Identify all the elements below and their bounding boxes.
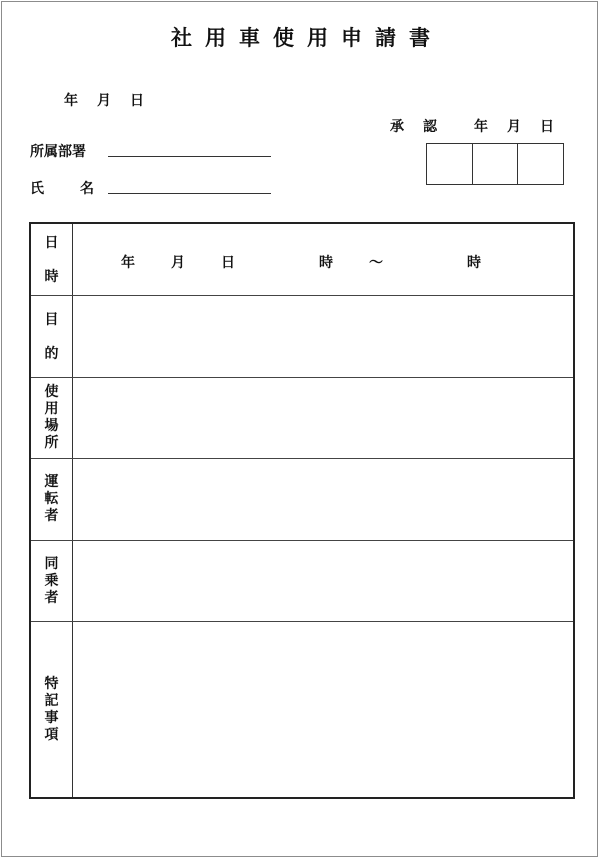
application-table [29, 222, 575, 799]
name-label-char-1: 氏 [30, 181, 44, 197]
approval-stamp-boxes [426, 143, 564, 185]
table-row-location [31, 378, 573, 459]
table-row-remarks [31, 622, 573, 797]
datetime-month-char: 月 [171, 255, 185, 271]
row-header-char: 項 [44, 726, 59, 743]
row-header-char: 用 [44, 401, 59, 417]
date-month-char: 月 [97, 93, 111, 109]
row-header-location [31, 378, 73, 458]
datetime-input[interactable] [73, 224, 573, 295]
approval-stamp-box[interactable] [473, 144, 519, 184]
row-header-char: 者 [44, 589, 59, 606]
remarks-input[interactable] [73, 622, 573, 797]
date-year-char: 年 [64, 93, 78, 109]
row-header-char: 乗 [44, 572, 59, 589]
passengers-input[interactable] [73, 541, 573, 621]
row-header-char: 特 [44, 675, 59, 692]
row-header-char: 日 [44, 234, 59, 251]
row-header-char: 的 [44, 345, 59, 362]
table-row-purpose [31, 296, 573, 378]
row-header-remarks [31, 622, 73, 797]
location-input[interactable] [73, 378, 573, 458]
approval-label-char-2: 認 [423, 119, 437, 135]
row-header-purpose [31, 296, 73, 377]
approval-year-char: 年 [474, 119, 488, 135]
row-header-char: 所 [44, 435, 59, 451]
row-header-driver [31, 459, 73, 540]
application-form [1, 1, 598, 857]
row-header-char: 運 [44, 474, 59, 490]
approval-day-char: 日 [540, 119, 554, 135]
datetime-day-char: 日 [221, 255, 235, 271]
row-header-char: 記 [44, 692, 59, 709]
approval-label-char-1: 承 [390, 119, 404, 135]
row-header-char: 同 [44, 555, 59, 572]
row-header-char: 時 [44, 268, 59, 285]
table-row-passengers [31, 541, 573, 622]
table-row-datetime [31, 224, 573, 296]
row-header-char: 使 [44, 384, 59, 400]
approval-stamp-box[interactable] [518, 144, 563, 184]
row-header-char: 場 [44, 418, 59, 434]
datetime-tilde: 〜 [369, 255, 383, 271]
purpose-input[interactable] [73, 296, 573, 377]
table-row-driver [31, 459, 573, 541]
name-label-char-2: 名 [80, 181, 94, 197]
datetime-end-hour-char: 時 [467, 255, 481, 271]
row-header-char: 転 [44, 491, 59, 507]
row-header-char: 目 [44, 311, 59, 328]
approval-month-char: 月 [507, 119, 521, 135]
affiliation-label: 所属部署 [30, 144, 86, 160]
affiliation-field[interactable] [30, 141, 102, 161]
datetime-year-char: 年 [121, 255, 135, 271]
name-input-line[interactable] [108, 193, 271, 194]
form-title: 社用車使用申請書 [171, 26, 443, 50]
row-header-char: 者 [44, 508, 59, 524]
approval-stamp-box[interactable] [427, 144, 473, 184]
driver-input[interactable] [73, 459, 573, 540]
row-header-char: 事 [44, 709, 59, 726]
row-header-datetime [31, 224, 73, 295]
date-day-char: 日 [130, 93, 144, 109]
datetime-start-hour-char: 時 [319, 255, 333, 271]
row-header-passengers [31, 541, 73, 621]
affiliation-input-line[interactable] [108, 156, 271, 157]
